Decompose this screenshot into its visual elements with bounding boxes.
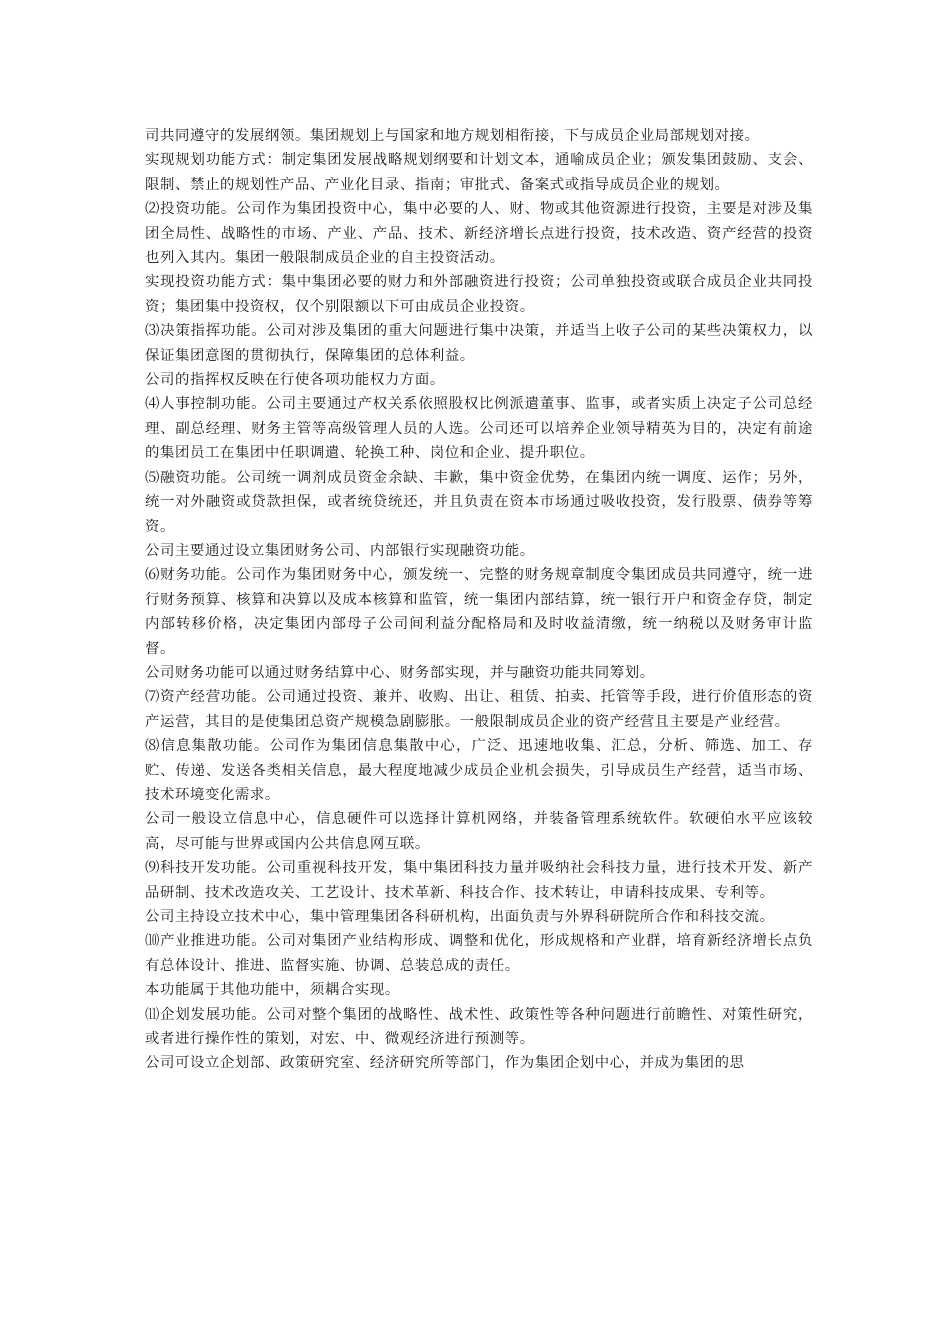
paragraph-decision-function: ⑶决策指挥功能。公司对涉及集团的重大问题进行集中决策，并适当上收子公司的某些决策权力，以保证集团意图的贯彻执行，保障集团的总体利益。 <box>145 323 813 364</box>
paragraph-technology-method: 公司主持设立技术中心，集中管理集团各科研机构，出面负责与外界科研院所合作和科技交流。 <box>145 909 775 925</box>
paragraph-investment-function: ⑵投资功能。公司作为集团投资中心，集中必要的人、财、物或其他资源进行投资，主要是对涉及集团全局性、战略性的市场、产业、产品、技术、新经济增长点进行投资，技术改造、资产经营的投资也列入其内。集团一般限制成员企业的自主投资活动。 <box>145 201 813 267</box>
paragraph-planning-function: ⑾企划发展功能。公司对整个集团的战略性、战术性、政策性等各种问题进行前瞻性、对策性研究，或者进行操作性的策划，对宏、中、微观经济进行预测等。 <box>145 1006 813 1048</box>
paragraph-asset-function: ⑺资产经营功能。公司通过投资、兼并、收购、出让、租赁、拍卖、托管等手段，进行价值形态的资产运营，其目的是使集团总资产规模急剧膨胀。一般限制成员企业的资产经营且主要是产业经营。 <box>145 689 813 730</box>
paragraph-investment-method: 实现投资功能方式：集中集团必要的财力和外部融资进行投资；公司单独投资或联合成员企业共同投资；集团集中投资权，仅个别限额以下可由成员企业投资。 <box>145 274 813 315</box>
paragraph-information-function: ⑻信息集散功能。公司作为集团信息集散中心，广泛、迅速地收集、汇总，分析、筛选、加工、存贮、传递、发送各类相关信息，最大程度地减少成员企业机会损失，引导成员生产经营，适当市场、技术环境变化需求。 <box>145 738 813 803</box>
paragraph-financing-function: ⑸融资功能。公司统一调剂成员资金余缺、丰歉，集中资金优势，在集团内统一调度、运作；另外，统一对外融资或贷款担保，或者统贷统还，并且负责在资本市场通过吸收投资，发行股票、债券等筹资。 <box>145 469 813 535</box>
paragraph-command-note: 公司的指挥权反映在行使各项功能权力方面。 <box>145 372 445 389</box>
paragraph-plan-method: 实现规划功能方式：制定集团发展战略规划纲要和计划文本，通喻成员企业；颁发集团鼓励、支会、限制、禁止的规划性产品、产业化目录、指南；审批式、备案式或指导成员企业的规划。 <box>145 152 813 193</box>
paragraph-information-method: 公司一般设立信息中心，信息硬件可以选择计算机网络，并装备管理系统软件。软硬伯水平应该较高，尽可能与世界或国内公共信息网互联。 <box>145 811 813 852</box>
paragraph-plan-outline: 司共同遵守的发展纲领。集团规划上与国家和地方规划相衔接，下与成员企业局部规划对接。 <box>145 128 760 144</box>
paragraph-financing-method: 公司主要通过设立集团财务公司、内部银行实现融资功能。 <box>145 542 535 559</box>
paragraph-personnel-function: ⑷人事控制功能。公司主要通过产权关系依照股权比例派遣董事、监事，或者实质上决定子公司总经理、副总经理、财务主管等高级管理人员的人选。公司还可以培养企业领导精英为目的，决定有前途的集团员工在集团中任职调遣、轮换工种、岗位和企业、提升职位。 <box>145 396 813 462</box>
paragraph-finance-function: ⑹财务功能。公司作为集团财务中心，颁发统一、完整的财务规章制度令集团成员共同遵守，统一进行财务预算、核算和决算以及成本核算和监管，统一集团内部结算，统一银行开户和资金存贷，制定内部转移价格，决定集团内部母子公司间利益分配格局和及时收益清缴，统一纳税以及财务审计监督。 <box>145 567 813 657</box>
paragraph-finance-method: 公司财务功能可以通过财务结算中心、财务部实现，并与融资功能共同筹划。 <box>145 664 655 681</box>
paragraph-planning-method: 公司可设立企划部、政策研究室、经济研究所等部门，作为集团企划中心，并成为集团的思 <box>145 1055 745 1072</box>
document-body <box>145 124 813 1076</box>
paragraph-industry-note: 本功能属于其他功能中，须耦合实现。 <box>145 982 400 999</box>
paragraph-industry-function: ⑽产业推进功能。公司对集团产业结构形成、调整和优化，形成规格和产业群，培育新经济增长点负有总体设计、推进、监督实施、协调、总装总成的责任。 <box>145 933 813 974</box>
paragraph-technology-function: ⑼科技开发功能。公司重视科技开发，集中集团科技力量并吸纳社会科技力量，进行技术开发、新产品研制、技术改造攻关、工艺设计、技术革新、科技合作、技术转让，申请科技成果、专利等。 <box>145 860 813 901</box>
